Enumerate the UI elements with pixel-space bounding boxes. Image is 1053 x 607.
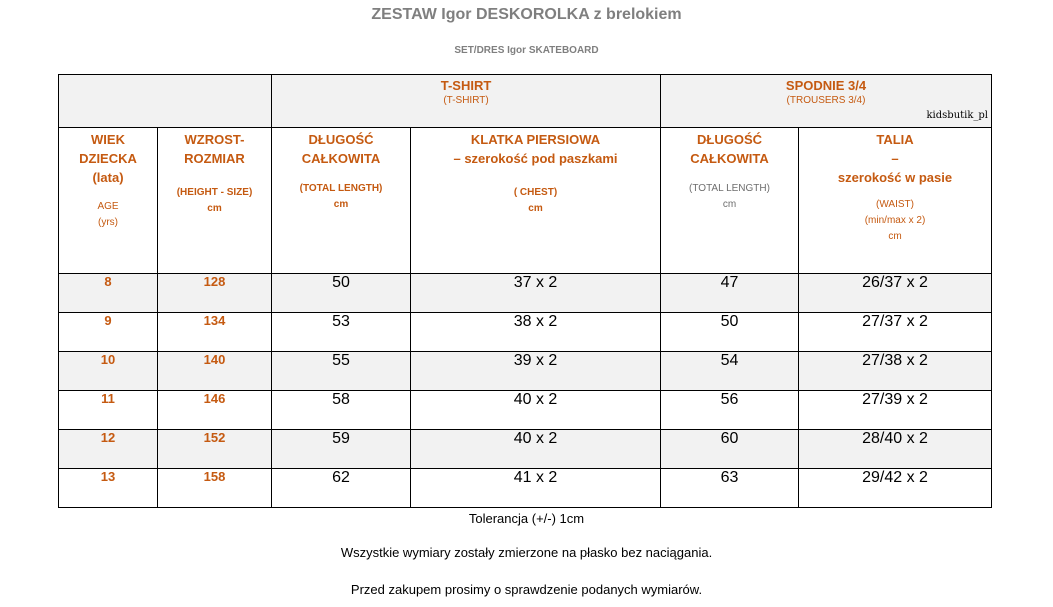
cell-tshirt-length: 55 xyxy=(272,352,411,391)
header-chest-en1: ( CHEST) xyxy=(513,187,558,198)
header-waist-en3: cm xyxy=(888,231,902,242)
cell-height: 134 xyxy=(158,313,272,352)
header-waist-en1: (WAIST) xyxy=(876,199,914,210)
cell-trousers-length: 47 xyxy=(661,274,799,313)
cell-chest: 39 x 2 xyxy=(411,352,661,391)
cell-tshirt-length: 62 xyxy=(272,469,411,508)
cell-waist: 27/39 x 2 xyxy=(799,391,992,430)
group-header-row xyxy=(59,75,992,128)
cell-waist: 29/42 x 2 xyxy=(799,469,992,508)
header-tshirt-length xyxy=(272,128,411,274)
cell-chest: 41 x 2 xyxy=(411,469,661,508)
cell-trousers-length: 56 xyxy=(661,391,799,430)
tshirt-group-sub: (T-SHIRT) xyxy=(443,95,489,106)
header-trousers-length xyxy=(661,128,799,274)
cell-age: 10 xyxy=(59,352,158,391)
column-header-row xyxy=(59,128,992,274)
header-height xyxy=(158,128,272,274)
trousers-group-sub: (TROUSERS 3/4) xyxy=(786,95,866,106)
cell-waist: 27/38 x 2 xyxy=(799,352,992,391)
cell-age: 9 xyxy=(59,313,158,352)
cell-tshirt-length: 59 xyxy=(272,430,411,469)
header-tshirt-length-l2: CAŁKOWITA xyxy=(301,151,381,166)
header-waist-l1: TALIA xyxy=(876,132,914,147)
cell-waist: 28/40 x 2 xyxy=(799,430,992,469)
header-height-en1: (HEIGHT - SIZE) xyxy=(176,187,253,198)
size-rows xyxy=(59,274,992,508)
cell-chest: 37 x 2 xyxy=(411,274,661,313)
cell-waist: 27/37 x 2 xyxy=(799,313,992,352)
trousers-group-header xyxy=(661,75,992,128)
cell-chest: 40 x 2 xyxy=(411,391,661,430)
table-row xyxy=(59,430,992,469)
cell-height: 140 xyxy=(158,352,272,391)
header-waist-l3: szerokość w pasie xyxy=(837,170,953,185)
header-trousers-length-en2: cm xyxy=(722,199,737,210)
header-age-l1: WIEK xyxy=(91,132,125,147)
header-trousers-length-l1: DŁUGOŚĆ xyxy=(697,132,762,147)
size-table xyxy=(58,74,992,508)
cell-height: 158 xyxy=(158,469,272,508)
header-chest xyxy=(411,128,661,274)
cell-trousers-length: 50 xyxy=(661,313,799,352)
tshirt-group-label: T-SHIRT xyxy=(440,78,492,93)
cell-chest: 40 x 2 xyxy=(411,430,661,469)
cell-chest: 38 x 2 xyxy=(411,313,661,352)
check-measure-note: Przed zakupem prosimy o sprawdzenie podanych wymiarów. xyxy=(350,582,703,597)
header-waist-en2: (min/max x 2) xyxy=(864,215,926,226)
header-age-en2: (yrs) xyxy=(98,217,118,228)
cell-height: 146 xyxy=(158,391,272,430)
header-chest-l1: KLATKA PIERSIOWA xyxy=(470,132,601,147)
cell-trousers-length: 60 xyxy=(661,430,799,469)
cell-age: 12 xyxy=(59,430,158,469)
table-row xyxy=(59,313,992,352)
header-age-l3: (lata) xyxy=(92,170,124,185)
header-waist-l2: – xyxy=(891,151,899,166)
cell-trousers-length: 54 xyxy=(661,352,799,391)
table-row xyxy=(59,352,992,391)
page-title: ZESTAW Igor DESKOROLKA z brelokiem xyxy=(371,6,682,23)
cell-tshirt-length: 58 xyxy=(272,391,411,430)
header-trousers-length-en1: (TOTAL LENGTH) xyxy=(689,183,770,194)
header-height-l2: ROZMIAR xyxy=(184,151,245,166)
header-age xyxy=(59,128,158,274)
header-trousers-length-l2: CAŁKOWITA xyxy=(690,151,769,166)
header-age-en1: AGE xyxy=(97,201,119,212)
cell-waist: 26/37 x 2 xyxy=(799,274,992,313)
tolerance-note: Tolerancja (+/-) 1cm xyxy=(468,511,585,526)
table-row xyxy=(59,391,992,430)
header-chest-en2: cm xyxy=(528,203,543,214)
header-tshirt-length-l1: DŁUGOŚĆ xyxy=(308,132,374,147)
header-age-l2: DZIECKA xyxy=(79,151,137,166)
header-chest-l2: – szerokość pod paszkami xyxy=(453,151,618,166)
header-height-l1: WZROST- xyxy=(184,132,245,147)
table-row xyxy=(59,469,992,508)
cell-height: 152 xyxy=(158,430,272,469)
header-tshirt-length-en2: cm xyxy=(333,199,349,210)
cell-height: 128 xyxy=(158,274,272,313)
header-tshirt-length-en1: (TOTAL LENGTH) xyxy=(299,183,383,194)
header-waist xyxy=(799,128,992,274)
watermark-text: kidsbutik_pl xyxy=(926,110,989,121)
cell-trousers-length: 63 xyxy=(661,469,799,508)
table-row xyxy=(59,274,992,313)
header-height-en2: cm xyxy=(207,203,222,214)
cell-age: 8 xyxy=(59,274,158,313)
page-subtitle: SET/DRES Igor SKATEBOARD xyxy=(454,45,599,56)
tshirt-group-header xyxy=(272,75,661,128)
cell-tshirt-length: 50 xyxy=(272,274,411,313)
empty-corner-cell xyxy=(59,75,272,128)
cell-age: 11 xyxy=(59,391,158,430)
cell-tshirt-length: 53 xyxy=(272,313,411,352)
flat-measure-note: Wszystkie wymiary zostały zmierzone na płasko bez naciągania. xyxy=(340,545,713,560)
cell-age: 13 xyxy=(59,469,158,508)
trousers-group-label: SPODNIE 3/4 xyxy=(785,78,867,93)
